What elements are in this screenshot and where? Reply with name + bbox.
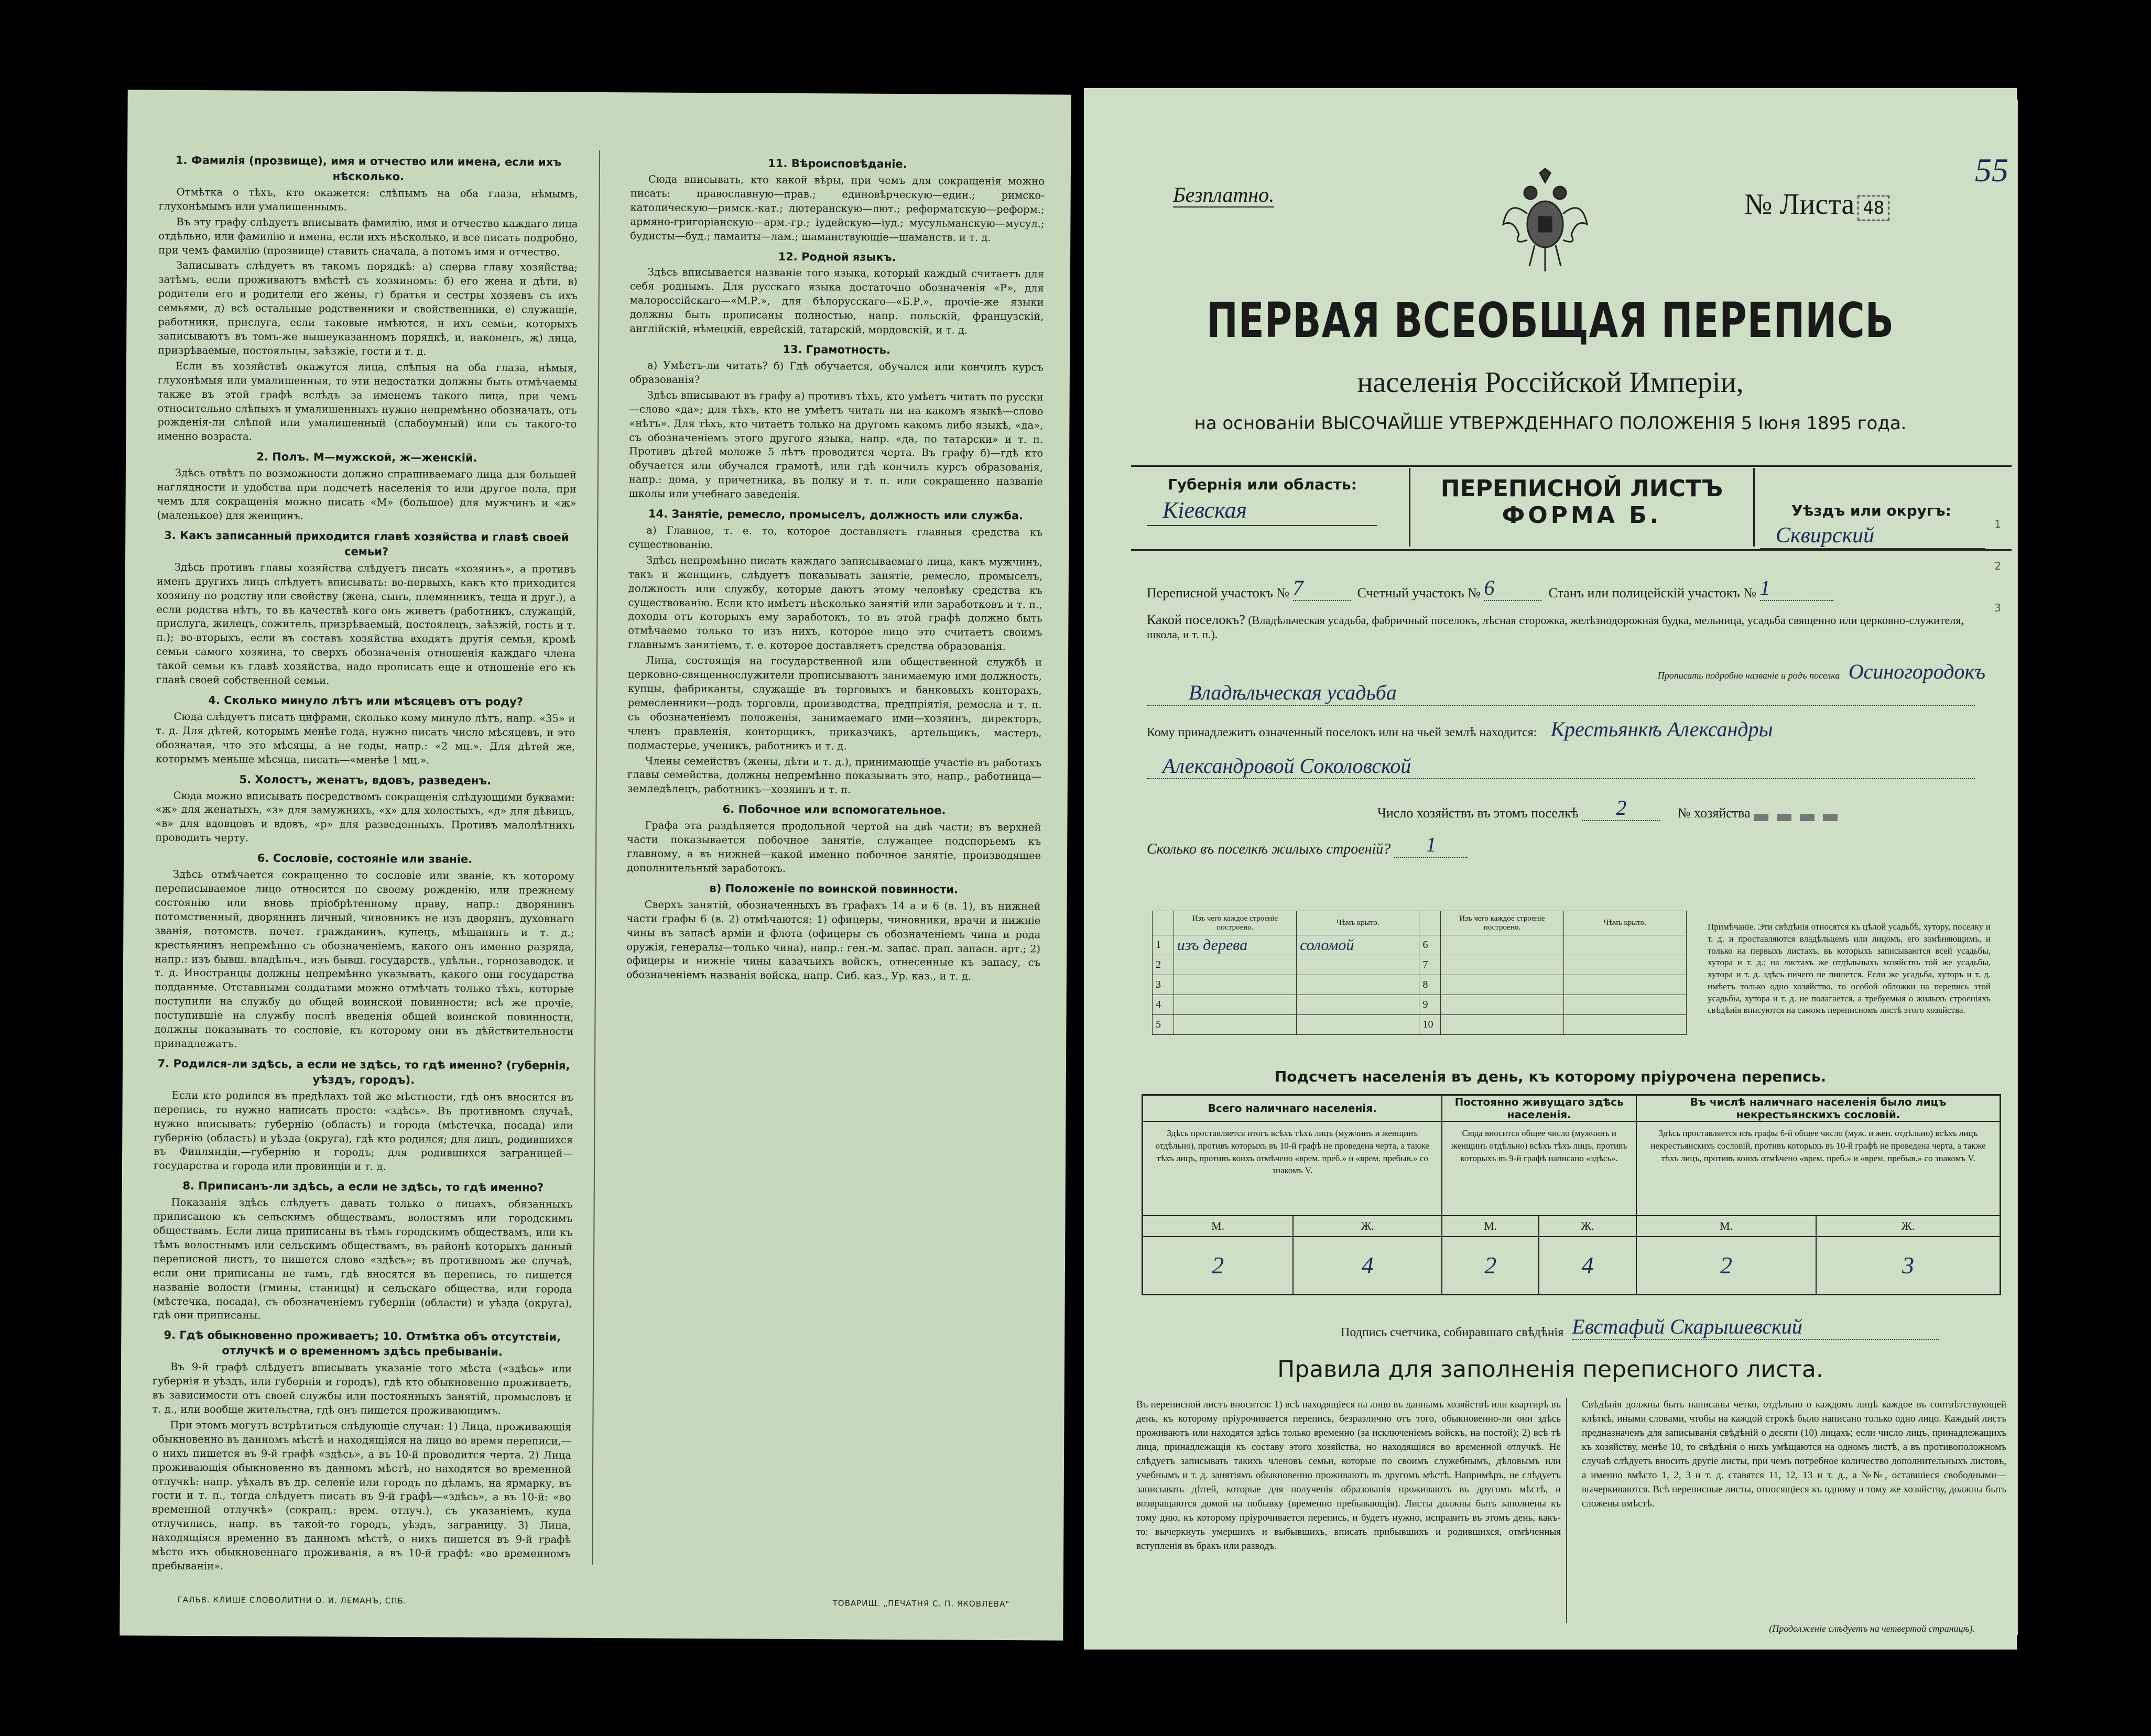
column-divider <box>1566 1398 1567 1623</box>
roof-value <box>1563 955 1686 975</box>
section-paragraph: Если кто родился въ предѣлахъ той же мѣстности, гдѣ онъ вносится въ перепись, то нужно написать просто: «здѣсь». Въ противномъ случаѣ, нужно вписывать: губернію (область) и города (мѣстечка, посада) или губернію (область) и уѣзда (округа), гдѣ кто родился; для лицъ, родившихся въ Финляндіи,—губернію и городъ; для родившихся заграницей—государства и города или провинціи и т. д. <box>153 1089 573 1173</box>
section-heading: 11. Вѣроисповѣданіе. <box>768 157 907 171</box>
material-value <box>1441 995 1563 1015</box>
section-heading: 5. Холостъ, женатъ, вдовъ, разведенъ. <box>239 772 492 787</box>
col-material: Изъ чего каждое строеніе построено. <box>1441 911 1563 935</box>
census-form-page <box>1084 88 2017 1650</box>
material-value <box>1441 1015 1563 1035</box>
male-label: М. <box>1636 1216 1816 1237</box>
material-value <box>1174 1015 1296 1035</box>
divider <box>1131 465 2012 467</box>
section-heading: 7. Родился-ли здѣсь, а если не здѣсь, то гдѣ именно? (губернія, уѣздъ, городъ). <box>157 1057 570 1087</box>
col-present-population: Всего наличнаго населенія. <box>1143 1095 1442 1122</box>
rules-text-left: Въ переписной листъ вносится: 1) всѣ находящіеся на лицо въ даннымъ хозяйствѣ или квартирѣ въ день, къ которому пріурочивается перепись, безразлично отъ того, обыкновенно-ли они здѣсь проживаютъ или находятся здѣсь только временно (за исключеніемъ войскъ, на постой); 2) всѣ тѣ лица, принадлежащія къ составу этого хозяйства, но находящіяся во временной отлучкѣ. Не слѣдуетъ записывать такихъ членовъ семьи, которые по своимъ служебнымъ, дѣловымъ или учебнымъ и т. д. занятіямъ обыкновенно проживаютъ въ другомъ мѣстѣ. Напримѣръ, не слѣдуетъ записывать дѣтей, которые для полученія образованія проживаютъ въ другомъ мѣстѣ, и возвращаются домой на побывку (временно пребывающія). Листы должны быть заполнены къ тому дню, къ которому пріурочивается перепись, и будетъ нужно, исправить въ этомъ день, какъ-то: вычеркнуть умершихъ и выбывшихъ, вписать прибывшихъ и родившихся, отмѣченныя вступленія въ бракъ или разводъ. <box>1136 1399 1561 1552</box>
row-number: 7 <box>1419 955 1441 975</box>
section-paragraph: Сюда слѣдуетъ писать цифрами, сколько кому минуло лѣтъ, напр. «35» и т. д. Для дѣтей, которымъ менѣе года, нужно писать число мѣсяцевъ, и это обозначая, что это мѣсяцы, а не годы, напр.: «2 мц.». Для дѣтей же, которымъ меньше мѣсяца, писать—«менѣе 1 мц.». <box>155 710 575 766</box>
owner-value-1: Крестьянкѣ Александры <box>1550 717 1773 741</box>
settlement-name: Осиногородокъ <box>1848 660 1985 683</box>
counter-signature-line: Подпись счетчика, собиравшаго свѣдѣнія Евстафий Скарышевский <box>1341 1314 1939 1340</box>
section-paragraph: Лица, состоящія на государственной или общественной службѣ и церковно-священнослужители прописываютъ занимаемую ими должность, купцы, фабриканты, служащіе въ торговыхъ и банковыхъ конторахъ, ремесленники—родъ торговли, производства, предпріятія, ремесла и т. п. съ обозначеніемъ положенія, занимаемаго ими—хозяинъ, директоръ, членъ правленія, конторщикъ, приказчикъ, артельщикъ, мастеръ, подмастерье, ученикъ, работникъ и т. д. <box>627 654 1042 752</box>
section-heading: в) Положеніе по воинской повинности. <box>709 881 959 896</box>
material-value <box>1174 975 1296 995</box>
female-label: Ж. <box>1816 1216 2000 1237</box>
continuation-note: (Продолженіе слѣдуетъ на четвертой страницѣ). <box>1769 1623 1975 1634</box>
row-number: 1 <box>1153 935 1174 955</box>
form-title: ПЕРЕПИСНОЙ ЛИСТЪ <box>1440 475 1723 502</box>
section-paragraph: а) Умѣетъ-ли читать? б) Гдѣ обучается, обучался или кончилъ курсъ образованія? <box>629 359 1044 386</box>
section-heading: 14. Занятіе, ремесло, промыселъ, должность или служба. <box>648 507 1024 522</box>
instructions-column-left <box>151 148 578 1577</box>
female-label: Ж. <box>1539 1216 1636 1237</box>
table-row <box>1153 1015 1687 1035</box>
male-label: М. <box>1143 1216 1294 1237</box>
present-male-count: 2 <box>1143 1237 1294 1294</box>
sheet-number: № Листа 48 <box>1744 188 1889 221</box>
table-row <box>1153 935 1687 955</box>
archive-page-number: 55 <box>1975 151 2008 189</box>
printer-credit-right: ТОВАРИЩ. „ПЕЧАТНЯ С. П. ЯКОВЛЕВА" <box>832 1598 1010 1609</box>
material-value <box>1441 975 1563 995</box>
table-row <box>1153 955 1687 975</box>
counter-signature: Евстафий Скарышевский <box>1572 1314 1939 1340</box>
population-count-heading: Подсчетъ населенія въ день, къ которому пріурочена перепись. <box>1274 1068 1827 1085</box>
section-paragraph: Отмѣтка о тѣхъ, кто окажется: слѣпымъ на оба глаза, нѣмымъ, глухонѣмымъ или умалишеннымъ. <box>158 185 578 213</box>
buildings-table <box>1152 911 1687 1035</box>
section-paragraph: Здѣсь отмѣчается сокращенно то сословіе или званіе, къ которому переписываемое лицо относится по своему рожденію, или прежнему состоянію или вновь пріобрѣтенному праву, напр.: дворянинъ потомственный, дворянинъ личный, чиновникъ не изъ дворянъ, духовнаго званія, потомств. почет. гражданинъ, купецъ, мѣщанинъ и т. д.; крестьянинъ непремѣнно съ обозначеніемъ, какого онъ именно разряда, напр.: изъ бывш. владѣльч., изъ бывш. государств., удѣльн., горнозаводск. и т. д. Иностранцы должны непремѣнно указывать, какого они государства подданные. Отставными солдатами можно отмѣчать только тѣхъ, которые поступили на службу до общей воинской повинности; всѣ же прочіе, поступившіе на службу послѣ введенія общей воинской повинности, должны показывать то сословіе, къ которому они въ дѣйствительности принадлежатъ. <box>154 868 574 1050</box>
section-paragraph: Если въ хозяйствѣ окажутся лица, слѣпыя на оба глаза, нѣмыя, глухонѣмыя или умалишенныя, то эти недостатки должны быть отмѣчаемы также въ этой графѣ вслѣдъ за именемъ такого лица, при чемъ относительно слѣпыхъ и умалишенныхъ нужно непремѣнно обозначать, отъ рожденія-ли слѣпой или умалишенный (слабоумный) или съ такого-то именно возраста. <box>157 359 578 443</box>
section-heading: 2. Полъ. М—мужской, ж—женскій. <box>256 450 477 465</box>
material-value <box>1174 955 1296 975</box>
margin-mark: 2 <box>1994 560 2001 572</box>
owner-value-2: Александровой Соколовской <box>1147 754 1975 779</box>
non-peasant-population-desc: Здѣсь проставляется изъ графы 6-й общее число (муж. и жен. отдѣльно) всѣхъ лицъ некрестьянскихъ сословій, противъ которыхъ въ 10-й графѣ не проведена черта, а также тѣхъ лицъ, противъ коихъ отмѣчено «врем. преб.» и «врем. пребыв.» со знакомъ V. <box>1636 1121 2000 1216</box>
section-paragraph: Сюда можно вписывать посредствомъ сокращенія слѣдующими буквами: «ж» для женатыхъ, «з» для замужнихъ, «х» для холостыхъ, «д» для дѣвицъ, «в» для вдовцовъ и вдовъ, «р» для разведенныхъ. Противъ малолѣтнихъ проводить черту. <box>155 789 575 844</box>
permanent-male-count: 2 <box>1442 1237 1539 1294</box>
population-table <box>1142 1094 2001 1295</box>
owner-line: Кому принадлежитъ означенный поселокъ или на чьей землѣ находится: Крестьянкѣ Александры <box>1147 717 1773 741</box>
province-label: Губернія или область: <box>1168 476 1357 493</box>
section-paragraph: Здѣсь вписывают въ графу а) противъ тѣхъ, кто умѣетъ читать по русски—слово «да»; для тѣхъ, кто не умѣетъ читать ни на какомъ языкѣ—слово «нѣтъ». Для тѣхъ, кто читаетъ только на другомъ какомъ либо языкѣ, «да», съ обозначеніемъ этого другого языка, напр. «да, по татарски» и т. п. Противъ дѣтей моложе 5 лѣтъ проводится черта. Въ графу б)—гдѣ кто обучается или обучался грамотѣ, или гдѣ кончилъ курсъ образованія, напр.: дома, у причетника, въ полку и т. п. или сокращенно названіе школы или учебнаго заведенія. <box>628 389 1044 501</box>
male-label: М. <box>1442 1216 1539 1237</box>
material-value <box>1441 935 1563 955</box>
row-number: 3 <box>1153 975 1174 995</box>
census-area-value: 7 <box>1293 575 1351 601</box>
district-label: Уѣздъ или округъ: <box>1791 502 1951 519</box>
settlement-write-hint: Прописать подробно названіе и родъ поселка <box>1657 670 1840 681</box>
sheet-number-value: 48 <box>1857 195 1889 221</box>
settlement-type: Владѣльческая усадьба <box>1147 680 1975 706</box>
form-title-box <box>1409 468 1755 547</box>
section-paragraph: Въ эту графу слѣдуетъ вписывать фамилію, имя и отчество каждаго лица отдѣльно, или фамилію и имена, если ихъ нѣсколько, и все писать подробно, при чемъ фамилію (прозвище) ставить сначала, а потомъ имя и отчество. <box>158 215 578 258</box>
rules-text-right: Свѣдѣнія должны быть написаны четко, отдѣльно о каждомъ лицѣ каждое въ соотвѣтствующей клѣткѣ, иными словами, чтобы на каждой строкѣ было написано только одно лицо. Каждый листъ предназначенъ для записыванія свѣдѣній о десяти (10) лицахъ; если число лицъ, принадлежащихъ къ хозяйству, менѣе 10, то свѣдѣнія о нихъ умѣщаются на одномъ листѣ, а въ противоположномъ случаѣ слѣдуетъ вносить другіе листы, при чемъ потребное количество дополнительныхъ листовъ, а именно вмѣсто 1, 2, 3 и т. д. ставятся 11, 12, 13 и т. д., а №№, оставшіеся свободными—вычеркиваются. Всѣ переписные листы, относящіеся къ одному и тому же хозяйству, должны быть сложены вмѣстѣ. <box>1582 1399 2006 1509</box>
material-value <box>1174 995 1296 1015</box>
row-number: 4 <box>1153 995 1174 1015</box>
section-paragraph: Въ 9-й графѣ слѣдуетъ вписывать указаніе того мѣста («здѣсь» или губернія и уѣздъ, или губернія и городъ), гдѣ кто обыкновенно проживаетъ, въ зависимости отъ своей службы или постоянныхъ занятій, промысловъ и т. д., или вообще жительства, гдѣ онъ пишется проживающимъ. <box>152 1361 572 1417</box>
section-heading: 9. Гдѣ обыкновенно проживаетъ; 10. Отмѣтка объ отсутствіи, отлучкѣ и о временномъ здѣсь пребываніи. <box>164 1329 561 1359</box>
row-number: 2 <box>1153 955 1174 975</box>
non-peasant-male-count: 2 <box>1636 1237 1816 1294</box>
section-heading: 3. Какъ записанный приходится главѣ хозяйства и главѣ своей семьи? <box>164 529 569 558</box>
column-divider <box>592 150 600 1565</box>
section-paragraph: При этомъ могутъ встрѣтиться слѣдующіе случаи: 1) Лица, проживающія обыкновенно въ данномъ мѣстѣ и находящіяся на лицо во время переписи,—о нихъ пишется въ 9-й графѣ «здѣсь», а въ 10-й проводится черта. 2) Лица проживающія обыкновенно въ данномъ мѣстѣ, но находятся во временной отлучкѣ: напр. уѣхалъ въ др. селеніе или городъ по дѣламъ, на ярмарку, въ гости и т. п., тогда слѣдуетъ писать въ 9-й графѣ—«здѣсь», а въ 10-й: «во временной отлучкѣ» (сокращ.: врем. отлуч.), съ указаніемъ, куда отлучились, напр. въ такой-то городъ, уѣздъ, заграницу. 3) Лица, находящіяся временно въ данномъ мѣстѣ, о нихъ пишется въ 9-й графѣ мѣсто ихъ обыкновеннаго проживанія, а въ 10-й графѣ: «во временномъ пребываніи». <box>151 1418 572 1573</box>
section-paragraph: Здѣсь противъ главы хозяйства слѣдуетъ писать «хозяинъ», а противъ именъ другихъ лицъ слѣдуетъ вписывать: во-первыхъ, какъ кто приходится хозяину по родству или свойству (жена, сынъ, племянникъ, теща и друг.), а если родства нѣтъ, то въ качествѣ кого онъ живетъ (работникъ, служащій, прислуга, жилецъ, сожитель, призрѣваемый, постоялецъ, заѣзжій, гость и т. п.); во-вторыхъ, если въ составъ хозяйства входятъ другія семьи, кромѣ семьи самого хозяина, то сверхъ обозначенія отношенія каждаго члена такой семьи къ главѣ хозяйства, надо прописать еще и отношеніе его къ главѣ своей собственной семьи. <box>156 561 577 687</box>
instructions-column-right <box>626 150 1045 986</box>
margin-mark: 3 <box>1994 602 2001 614</box>
col-roof: Чѣмъ крыто. <box>1563 911 1686 935</box>
col-non-peasant-population: Въ числѣ наличнаго населенія было лицъ некрестьянскихъ сословій. <box>1636 1095 2000 1122</box>
buildings-value: 1 <box>1394 832 1468 858</box>
table-row <box>1153 975 1687 995</box>
row-number: 5 <box>1153 1015 1174 1035</box>
section-heading: 8. Приписанъ-ли здѣсь, а если не здѣсь, то гдѣ именно? <box>182 1180 544 1194</box>
count-area-value: 6 <box>1484 575 1541 601</box>
buildings-note: Примѣчаніе. Эти свѣдѣнія относятся къ цѣлой усадьбѣ, хутору, поселку и т. д. и проставляются владѣльцемъ или лицомъ, его замѣняющимъ, и только на первыхъ листахъ, въ которыхъ записываются всей усадьбы, хутора и т. д.; на листахъ же отдѣльныхъ хозяйствъ той же усадьбы, хутора и т. д. здѣсь ничего не пишется. Если же усадьба, хуторъ и т. д. имѣетъ только одно хозяйство, то особой обложки на перепись этой усадьбы, хутора и т. д. не полагается, а требуемыя о жилыхъ строеніяхъ свѣдѣнія вписуются на самомъ переписномъ листѣ этого хозяйства. <box>1708 922 1991 1016</box>
roof-value <box>1297 975 1419 995</box>
rules-title: Правила для заполненія переписного листа. <box>1277 1356 1823 1383</box>
section-paragraph: Показанія здѣсь слѣдуетъ давать только о лицахъ, обязанныхъ приписаною къ сельскимъ обществамъ, волостямъ или городскимъ обществамъ. Если лица приписаны въ тѣмъ городскимъ обществамъ, или къ тѣмъ волостнымъ или сельскимъ обществамъ, въ районѣ которыхъ данный переписной листъ, то пишется слово «здѣсь»; въ противномъ же случаѣ, если они приписаны не тамъ, гдѣ вносятся въ перепись, то пишется названіе волости (гмины, станицы) и сельскаго общества, или города (мѣстечка, посада), съ обозначеніемъ губерніи (области) и уѣзда (округа), гдѣ они приписаны. <box>153 1196 573 1322</box>
settlement-hint: (Владѣльческая усадьба, фабричный поселокъ, лѣсная сторожка, желѣзнодорожная будка, мельница, усадьба священно или церковно-служителя, школа, и т. п.). <box>1147 614 1964 641</box>
section-heading: 6. Побочное или вспомогательное. <box>722 803 946 817</box>
row-number: 9 <box>1419 995 1441 1015</box>
section-heading: 13. Грамотность. <box>783 343 891 356</box>
material-value <box>1441 955 1563 975</box>
section-paragraph: Сюда вписывать, кто какой вѣры, при чемъ для сокращенія можно писать: православную—прав.; единовѣрческую—един.; римско-католическую—римск.-кат.; лютеранскую—лют.; реформатскую—реформ.; армяно-григоріанскую—арм.-гр.; іудейскую—іуд.; мусульманскую—мусул.; будисты—буд.; ламаиты—лам.; шаманствующіе—шаманств. и т. д. <box>630 173 1045 244</box>
roof-value <box>1297 955 1419 975</box>
section-heading: 4. Сколько минуло лѣтъ или мѣсяцевъ отъ роду? <box>208 694 524 708</box>
section-paragraph: Записывать слѣдуетъ въ такомъ порядкѣ: а) сперва главу хозяйства; затѣмъ, если проживаютъ вмѣстѣ съ хозяиномъ: б) его жена и дѣти, в) родители его и родители его жены, г) братья и сестры хозяевъ съ ихъ семьями, д) всѣ остальные родственники и свойственники, е) служащіе, работники, прислуга, если таковые имѣются, и ихъ семьи, которыхъ записываютъ въ томъ-же вышеуказанномъ порядкѣ, и, наконецъ, ж) лица, призрѣваемые, постояльцы, заѣзжіе, гости и т. д. <box>158 259 578 358</box>
roof-value <box>1297 1015 1419 1035</box>
census-area-line: Переписной участокъ № 7 Счетный участокъ № 6 Станъ или полицейскій участокъ № 1 <box>1147 575 1833 601</box>
left-page <box>120 90 1071 1640</box>
roof-value <box>1563 995 1686 1015</box>
section-heading: 6. Сословіе, состояніе или званіе. <box>257 851 473 866</box>
section-paragraph: Графа эта раздѣляется продольной чертой на двѣ части; въ верхней части показывается побочное занятіе, служащее подспорьемъ къ главному, а въ нижней—какой именно побочное занятіе, производящее дополнительный заработокъ. <box>626 819 1041 875</box>
printer-credit: ГАЛЬВ. КЛИШЕ СЛОВОЛИТНИ О. И. ЛЕМАНЪ, СПБ. <box>177 1595 407 1606</box>
page-title: ПЕРВАЯ ВСЕОБЩАЯ ПЕРЕПИСЬ <box>1206 292 1895 348</box>
roof-value <box>1297 995 1419 1015</box>
double-headed-eagle-emblem <box>1498 167 1592 277</box>
divider <box>1131 549 2012 551</box>
section-paragraph: а) Главное, т. е. то, которое доставляетъ главныя средства къ существованію. <box>628 524 1043 551</box>
household-number-value <box>1754 814 1838 821</box>
province-value: Кіевская <box>1147 497 1377 526</box>
households-line: Число хозяйствъ въ этомъ поселкѣ 2 № хозяйства <box>1377 795 1838 821</box>
section-paragraph: Здѣсь непремѣнно писать каждаго записываемаго лица, какъ мужчинъ, такъ и женщинъ, слѣдуетъ показывать занятіе, ремесло, промыселъ, должность или службу, которые даютъ этому человѣку средства къ существованію. Если кто имѣетъ нѣсколько занятій или заработковъ и т. п., доходы отъ которыхъ ему заработокъ, то въ этой графѣ должно быть отмѣчаемо только то изъ нихъ, которое лицо это считаетъ своимъ главнымъ занятіемъ, т. е. которое доставляетъ средства образованія. <box>628 554 1043 653</box>
households-value: 2 <box>1582 795 1660 821</box>
buildings-line: Сколько въ поселкѣ жилыхъ строеній? 1 <box>1147 832 1468 858</box>
present-female-count: 4 <box>1293 1237 1442 1294</box>
permanent-female-count: 4 <box>1539 1237 1636 1294</box>
row-number: 10 <box>1419 1015 1441 1035</box>
col-permanent-population: Постоянно живущаго здѣсь населенія. <box>1442 1095 1636 1122</box>
district-value: Сквирский <box>1760 523 1985 549</box>
section-paragraph: Сверхъ занятій, обозначенныхъ въ графахъ 14 а и 6 (в. 1), въ нижней части графы 6 (в. 2) отмѣчаются: 1) офицеры, чиновники, врачи и нижніе чины въ запасѣ арміи и флота (офицеры съ обозначеніемъ чина и рода оружія, генералы—только чина), напр.: ген.-м. запас. прап. запасн. арт.; 2) офицеры и нижніе чины казачьихъ войскъ, отнесенные къ запасу, съ обозначеніемъ названія войска, напр. Сиб. каз., Ур. каз., и т. д. <box>626 898 1041 983</box>
stan-value: 1 <box>1760 575 1833 601</box>
roof-value: соломой <box>1297 935 1419 955</box>
material-value: изъ дерева <box>1174 935 1296 955</box>
section-paragraph: Здѣсь отвѣтъ по возможности должно спрашиваемаго лица для большей наглядности и удобства при подсчетѣ населенія то или другое пола, при чемъ для сокращенія можно писать «М» (большое) для мужчинъ и «ж» (маленькое) для женщинъ. <box>157 467 577 522</box>
margin-mark: 1 <box>1994 518 2001 530</box>
form-subtitle: ФОРМА Б. <box>1502 502 1662 529</box>
section-heading: 1. Фамилія (прозвище), имя и отчество или имена, если ихъ нѣсколько. <box>175 154 562 183</box>
free-label: Безплатно. <box>1173 183 1275 206</box>
page-subtitle: населенія Россійской Имперіи, <box>1357 366 1744 399</box>
table-row <box>1153 995 1687 1015</box>
section-paragraph: Здѣсь вписывается названіе того языка, который каждый считаетъ для себя роднымъ. Для русскаго языка достаточно обозначенія «Р», для малороссійскаго—«М.Р.», для бѣлорусскаго—«Б.Р.», прочіе-же языки должны быть прописаны полностью, напр. польскій, французскій, англійскій, нѣмецкій, еврейскій, татарскій, мордовскій, и т. д. <box>629 266 1044 336</box>
present-population-desc: Здѣсь проставляется итогъ всѣхъ тѣхъ лицъ (мужчинъ и женщинъ отдѣльно), противъ которыхъ въ 10-й графѣ не проведена черта, а также тѣхъ лицъ, противъ коихъ отмѣчено «врем. преб.» и «врем. пребыв.» со знакомъ V. <box>1143 1121 1442 1216</box>
decree-line: на основаніи ВЫСОЧАЙШЕ УТВЕРЖДЕННАГО ПОЛОЖЕНІЯ 5 Іюня 1895 года. <box>1194 413 1907 434</box>
roof-value <box>1563 935 1686 955</box>
settlement-line: Какой поселокъ? (Владѣльческая усадьба, фабричный поселокъ, лѣсная сторожка, желѣзнодорожная будка, мельница, усадьба священно или церковно-служителя, школа, и т. п.). <box>1147 612 1964 641</box>
non-peasant-female-count: 3 <box>1816 1237 2000 1294</box>
section-paragraph: Члены семействъ (жены, дѣти и т. д.), принимающіе участіе въ работахъ главы семейства, должны непремѣнно показывать это, напр., работница—земледѣлецъ, работникъ—хозяинъ и т. п. <box>627 754 1042 796</box>
section-heading: 12. Родной языкъ. <box>778 250 896 264</box>
row-number: 6 <box>1419 935 1441 955</box>
col-material: Изъ чего каждое строеніе построено. <box>1174 911 1296 935</box>
female-label: Ж. <box>1293 1216 1442 1237</box>
permanent-population-desc: Сюда вносится общее число (мужчинъ и женщинъ отдѣльно) всѣхъ тѣхъ лицъ, противъ которыхъ въ 9-й графѣ написано «здѣсь». <box>1442 1121 1636 1216</box>
col-roof: Чѣмъ крыто. <box>1297 911 1419 935</box>
roof-value <box>1563 975 1686 995</box>
roof-value <box>1563 1015 1686 1035</box>
row-number: 8 <box>1419 975 1441 995</box>
